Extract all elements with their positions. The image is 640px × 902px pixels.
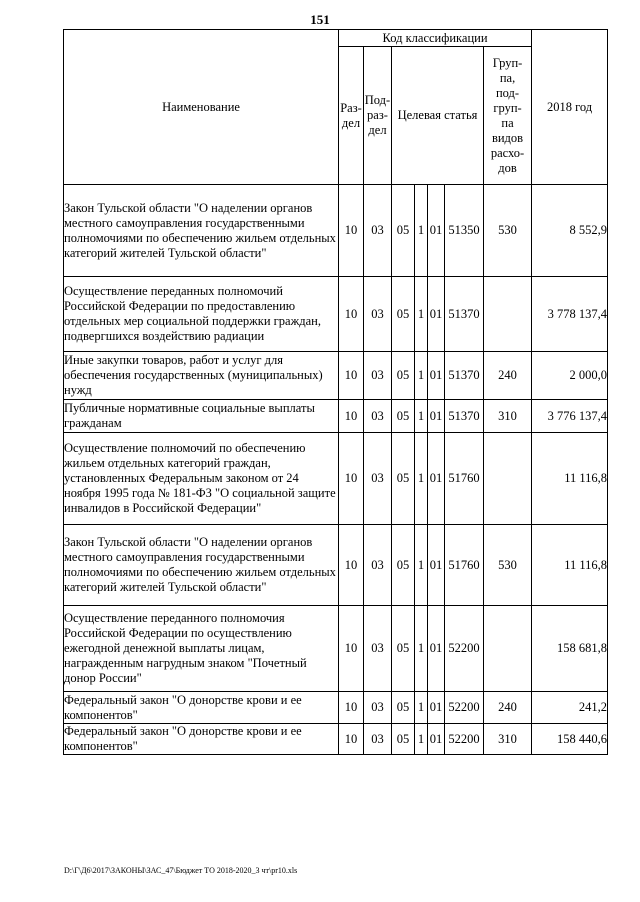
row-amount: 158 681,8	[532, 606, 608, 692]
row-razdel: 10	[339, 525, 364, 606]
row-cs-subprogram: 1	[415, 724, 428, 755]
row-name: Публичные нормативные социальные выплаты гражданам	[64, 400, 339, 433]
row-cs-program: 05	[392, 185, 415, 277]
table-row	[64, 433, 608, 525]
table-header	[64, 30, 608, 185]
header-year: 2018 год	[532, 30, 608, 185]
row-expense-type: 240	[484, 692, 532, 724]
row-podrazdel: 03	[364, 606, 392, 692]
row-amount: 2 000,0	[532, 352, 608, 400]
table-row	[64, 606, 608, 692]
row-name: Осуществление переданных полномочий Российской Федерации по предоставлению отдельных мер социальной поддержки граждан, подвергшихся воздействию радиации	[64, 277, 339, 352]
row-podrazdel: 03	[364, 724, 392, 755]
row-expense-type: 310	[484, 724, 532, 755]
file-path-footer: D:\Г\Д6\2017\ЗАКОНЫ\ЗАС_47\Бюджет ТО 2018-2020_3 чт\pr10.xls	[64, 866, 298, 875]
header-name: Наименование	[64, 30, 339, 185]
row-name: Осуществление переданного полномочия Российской Федерации по осуществлению ежегодной денежной выплаты лицам, награжденным нагрудным знаком "Почетный донор России"	[64, 606, 339, 692]
row-razdel: 10	[339, 433, 364, 525]
row-razdel: 10	[339, 277, 364, 352]
row-amount: 11 116,8	[532, 433, 608, 525]
row-name: Федеральный закон "О донорстве крови и ее компонентов"	[64, 724, 339, 755]
budget-table	[63, 29, 608, 755]
row-razdel: 10	[339, 352, 364, 400]
row-cs-event: 01	[428, 352, 445, 400]
row-name: Закон Тульской области "О наделении органов местного самоуправления государственными полномочиями по обеспечению жильем отдельных категорий жителей Тульской области"	[64, 525, 339, 606]
row-expense-type: 530	[484, 525, 532, 606]
row-cs-event: 01	[428, 692, 445, 724]
row-expense-type	[484, 433, 532, 525]
row-razdel: 10	[339, 185, 364, 277]
row-podrazdel: 03	[364, 400, 392, 433]
table-body	[64, 185, 608, 755]
row-cs-subprogram: 1	[415, 433, 428, 525]
row-cs-subprogram: 1	[415, 525, 428, 606]
row-cs-event: 01	[428, 185, 445, 277]
header-subsection	[364, 47, 392, 185]
table-row	[64, 185, 608, 277]
table-row	[64, 352, 608, 400]
header-expense-group	[484, 47, 532, 185]
row-cs-direction: 51760	[445, 525, 484, 606]
row-expense-type	[484, 277, 532, 352]
row-cs-subprogram: 1	[415, 692, 428, 724]
row-expense-type: 530	[484, 185, 532, 277]
row-cs-event: 01	[428, 606, 445, 692]
row-cs-event: 01	[428, 277, 445, 352]
table-row	[64, 400, 608, 433]
table-row	[64, 277, 608, 352]
row-cs-program: 05	[392, 433, 415, 525]
row-cs-direction: 51350	[445, 185, 484, 277]
row-cs-direction: 52200	[445, 724, 484, 755]
header-group-label: Груп- па, под- груп- па видов расхо- дов	[490, 55, 525, 175]
page-number: 151	[310, 12, 330, 27]
row-cs-subprogram: 1	[415, 352, 428, 400]
header-target-article: Целевая статья	[392, 47, 484, 185]
row-cs-subprogram: 1	[415, 606, 428, 692]
row-cs-program: 05	[392, 352, 415, 400]
row-name: Закон Тульской области "О наделении органов местного самоуправления государственными полномочиями по обеспечению жильем отдельных категорий жителей Тульской области"	[64, 185, 339, 277]
row-cs-event: 01	[428, 724, 445, 755]
row-cs-direction: 52200	[445, 692, 484, 724]
row-podrazdel: 03	[364, 352, 392, 400]
header-classification-code: Код классификации	[339, 30, 532, 47]
row-cs-direction: 51370	[445, 277, 484, 352]
row-amount: 241,2	[532, 692, 608, 724]
row-podrazdel: 03	[364, 692, 392, 724]
row-name: Федеральный закон "О донорстве крови и ее компонентов"	[64, 692, 339, 724]
row-cs-direction: 51370	[445, 352, 484, 400]
header-section-label: Раз- дел	[340, 100, 362, 130]
row-cs-program: 05	[392, 692, 415, 724]
row-podrazdel: 03	[364, 525, 392, 606]
row-cs-program: 05	[392, 400, 415, 433]
row-name: Иные закупки товаров, работ и услуг для обеспечения государственных (муниципальных) нужд	[64, 352, 339, 400]
row-cs-subprogram: 1	[415, 185, 428, 277]
row-cs-direction: 52200	[445, 606, 484, 692]
row-expense-type	[484, 606, 532, 692]
row-razdel: 10	[339, 400, 364, 433]
row-name: Осуществление полномочий по обеспечению жильем отдельных категорий граждан, установленных Федеральным законом от 24 ноября 1995 года № 181-ФЗ "О социальной защите инвалидов в Российской Федерации"	[64, 433, 339, 525]
row-razdel: 10	[339, 606, 364, 692]
table-row	[64, 724, 608, 755]
row-expense-type: 240	[484, 352, 532, 400]
row-amount: 158 440,6	[532, 724, 608, 755]
row-cs-subprogram: 1	[415, 400, 428, 433]
row-amount: 3 778 137,4	[532, 277, 608, 352]
header-subsection-label: Под- раз- дел	[364, 93, 391, 137]
table-row	[64, 525, 608, 606]
row-cs-event: 01	[428, 525, 445, 606]
row-cs-direction: 51760	[445, 433, 484, 525]
row-cs-program: 05	[392, 277, 415, 352]
row-cs-program: 05	[392, 724, 415, 755]
row-podrazdel: 03	[364, 185, 392, 277]
row-cs-program: 05	[392, 525, 415, 606]
table-row	[64, 692, 608, 724]
row-cs-direction: 51370	[445, 400, 484, 433]
row-amount: 11 116,8	[532, 525, 608, 606]
row-expense-type: 310	[484, 400, 532, 433]
header-section	[339, 47, 364, 185]
row-podrazdel: 03	[364, 433, 392, 525]
row-amount: 3 776 137,4	[532, 400, 608, 433]
row-razdel: 10	[339, 724, 364, 755]
row-cs-event: 01	[428, 433, 445, 525]
row-cs-subprogram: 1	[415, 277, 428, 352]
row-cs-event: 01	[428, 400, 445, 433]
row-cs-program: 05	[392, 606, 415, 692]
row-podrazdel: 03	[364, 277, 392, 352]
row-razdel: 10	[339, 692, 364, 724]
row-amount: 8 552,9	[532, 185, 608, 277]
